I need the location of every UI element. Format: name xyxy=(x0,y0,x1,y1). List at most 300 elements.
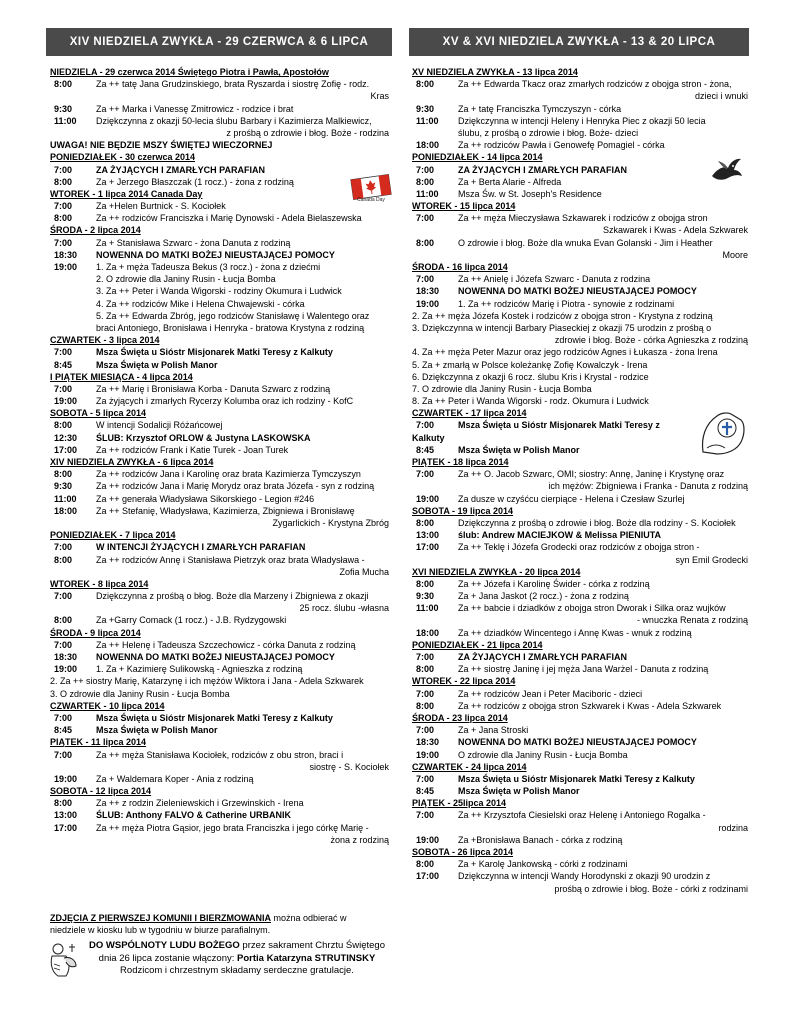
mass-intention: Za + Jana Jaskot (2 rocz.) - żona z rodziną xyxy=(458,591,629,602)
section-heading-text: SOBOTA - 12 lipca 2014 xyxy=(50,786,152,797)
right-right-aligned-line xyxy=(412,822,752,834)
continuation-text: 3. Za ++ Peter i Wanda Wigorski - rodziny Okumura i Ludwick xyxy=(96,286,342,297)
left-section-heading xyxy=(50,66,393,78)
left-mass-entry xyxy=(50,346,393,358)
mass-time: 18:00 xyxy=(54,505,78,516)
mass-intention: W intencji Sodalicji Różańcowej xyxy=(96,420,223,431)
mass-intention: Za ++ Anielę i Józefa Szwarc - Danuta z rodzina xyxy=(458,274,651,285)
section-heading-text: WTOREK - 15 lipca 2014 xyxy=(412,201,516,212)
mass-time: 18:00 xyxy=(416,140,440,151)
mass-time: 9:30 xyxy=(416,591,435,602)
left-mass-entry xyxy=(50,590,393,602)
mass-time: 8:00 xyxy=(416,176,435,187)
mass-time: 7:00 xyxy=(54,347,73,358)
mass-time: 7:00 xyxy=(54,201,73,212)
right-mass-entry xyxy=(412,188,752,200)
section-heading-text: XV NIEDZIELA ZWYKŁA - 13 lipca 2014 xyxy=(412,67,578,77)
left-mass-entry xyxy=(50,176,393,188)
right-right-aligned-line xyxy=(412,224,752,236)
right-mass-entry xyxy=(412,139,752,151)
mass-time: 11:00 xyxy=(54,493,77,504)
plain-text: 4. Za ++ męża Peter Mazur oraz jego rodziców Agnes i Łukasza - żona Irena xyxy=(412,347,718,358)
left-mass-entry xyxy=(50,78,393,90)
mass-time: 7:00 xyxy=(54,712,73,723)
baptism-notice xyxy=(82,940,392,978)
right-mass-entry xyxy=(412,237,752,249)
mass-time: 8:00 xyxy=(54,420,73,431)
mass-time: 8:00 xyxy=(416,79,435,90)
mass-intention: O zdrowie i błog. Boże dla wnuka Evan Golanski - Jim i Heather xyxy=(458,237,713,248)
left-continuation-line xyxy=(50,298,393,310)
right-aligned-text: Moore xyxy=(722,249,748,260)
left-column xyxy=(50,66,393,846)
mass-intention: Za dusze w czyśćcu cierpiące - Helena i Czesław Szurlej xyxy=(458,493,685,504)
mass-intention: Za ++ Stefanię, Władysława, Kazimierza, Zbigniewa i Bronisławę xyxy=(96,505,355,516)
left-section-heading xyxy=(50,578,393,590)
left-mass-entry xyxy=(50,419,393,431)
right-right-aligned-line xyxy=(412,90,752,102)
right-mass-entry xyxy=(412,858,752,870)
left-mass-entry xyxy=(50,480,393,492)
mass-intention: Za + Karolę Jankowską - córki z rodzinami xyxy=(458,859,628,870)
right-mass-entry xyxy=(412,590,752,602)
communion-notice xyxy=(50,913,394,936)
mass-intention: Za ++ rodziców Jana i Marię Morydz oraz brata Józefa - syn z rodziną xyxy=(96,481,375,492)
mass-intention: Za + Jana Stroski xyxy=(458,725,529,736)
section-heading-text: SOBOTA - 19 lipca 2014 xyxy=(412,505,514,516)
right-mass-entry xyxy=(412,627,752,639)
left-mass-entry xyxy=(50,639,393,651)
section-heading-text: ŚRODA - 16 lipca 2014 xyxy=(412,262,508,272)
section-heading-text: SOBOTA - 5 lipca 2014 xyxy=(50,408,147,419)
left-mass-entry xyxy=(50,261,393,273)
mass-intention: Za ++ Marię i Bronisława Korba - Danuta Szwarc z rodziną xyxy=(96,383,331,394)
right-mass-entry xyxy=(412,468,752,480)
left-mass-entry xyxy=(50,103,393,115)
section-heading-text: CZWARTEK - 24 lipca 2014 xyxy=(412,761,527,772)
right-plain-line xyxy=(412,371,752,383)
right-mass-entry xyxy=(412,578,752,590)
mass-intention: Za ++ rodziców Franciszka i Marię Dynowski - Adela Bielaszewska xyxy=(96,213,362,224)
mass-intention: Za ++ dziadków Wincentego i Annę Kwas - wnuk z rodziną xyxy=(458,627,692,638)
mass-intention: Za +Garry Comack (1 rocz.) - J.B. Rydzygowski xyxy=(96,615,287,626)
baptism-congrats: Rodzicom i chrzestnym składamy serdeczne gratulacje. xyxy=(120,965,354,976)
right-aligned-text: ich mężów: Zbigniewa i Franka - Danuta z rodziną xyxy=(548,481,748,492)
continuation-text: 4. Za ++ rodziców Mike i Helena Chwajewski - córka xyxy=(96,298,305,309)
mass-time: 7:00 xyxy=(54,542,73,553)
left-mass-entry xyxy=(50,663,393,675)
mass-intention: Za ++ z rodzin Zieleniewskich i Grzewinskich - Irena xyxy=(96,798,304,809)
left-mass-entry xyxy=(50,432,393,444)
right-mass-entry xyxy=(412,773,752,785)
left-notice-line xyxy=(50,139,393,151)
right-mass-entry xyxy=(412,602,752,614)
left-mass-entry xyxy=(50,724,393,736)
mass-intention: Za + Stanisława Szwarc - żona Danuta z rodziną xyxy=(96,237,291,248)
mass-time: 18:30 xyxy=(54,249,78,260)
mass-intention: Za ++ Teklę i Józefa Grodecki oraz rodziców z obojga stron - xyxy=(458,542,700,553)
section-heading-text: PONIEDZIAŁEK - 30 czerwca 2014 xyxy=(50,152,196,163)
mass-intention: Dziękczynna w intencji Wandy Horodynski z okazji 90 urodzin z xyxy=(458,871,711,882)
mass-intention: Za +Helen Burtnick - S. Kociołek xyxy=(96,201,226,212)
left-right-aligned-line xyxy=(50,566,393,578)
right-right-aligned-line xyxy=(412,249,752,261)
mass-intention: NOWENNA DO MATKI BOŻEJ NIEUSTAJĄCEJ POMOCY xyxy=(96,652,335,662)
plain-text: 6. Dziękczynna z okazji 6 rocz. ślubu Kris i Krystal - rodzice xyxy=(412,371,649,382)
mass-time: 9:30 xyxy=(54,103,73,114)
right-section-heading xyxy=(412,505,752,517)
section-heading-text: CZWARTEK - 17 lipca 2014 xyxy=(412,408,527,419)
left-mass-entry xyxy=(50,773,393,785)
right-section-heading xyxy=(412,566,752,578)
section-heading-text: ŚRODA - 9 lipca 2014 xyxy=(50,627,141,638)
mass-intention: Za ++ Józefa i Karolinę Świder - córka z rodziną xyxy=(458,578,650,589)
mass-time: 11:00 xyxy=(416,603,439,614)
baptism-text: przez sakrament Chrztu Świętego xyxy=(239,940,385,951)
mass-time: 7:00 xyxy=(416,469,435,480)
mass-intention: 1. Za + Kazimierę Sulikowską - Agnieszka z rodziną xyxy=(96,664,303,675)
mass-time: 19:00 xyxy=(54,773,78,784)
right-aligned-text: siostrę - S. Kociołek xyxy=(309,761,389,772)
section-heading-text: PIĄTEK - 18 lipca 2014 xyxy=(412,457,509,467)
mass-time: 8:00 xyxy=(54,176,73,187)
mass-intention: ZA ŻYJĄCYCH I ZMARŁYCH PARAFIAN xyxy=(458,164,627,175)
mass-time: 8:00 xyxy=(416,237,435,248)
mass-time: 13:00 xyxy=(416,530,440,541)
mass-time: 7:00 xyxy=(416,420,435,431)
mass-time: 11:00 xyxy=(416,115,439,126)
left-plain-line xyxy=(50,688,393,700)
mass-time: 7:00 xyxy=(54,383,73,394)
right-section-heading xyxy=(412,261,752,273)
right-plain-line xyxy=(412,359,752,371)
mass-time: 11:00 xyxy=(416,188,439,199)
left-mass-entry xyxy=(50,809,393,821)
mass-intention: Za ++ tatę Jana Grudzinskiego, brata Ryszarda i siostrę Zofię - rodz. xyxy=(96,79,370,90)
mass-intention: 1. Za + męża Tadeusza Bekus (3 rocz.) - żona z dziećmi xyxy=(96,262,321,272)
mass-intention: ŚLUB: Krzysztof ORLOW & Justyna LASKOWSKA xyxy=(96,432,311,443)
left-section-heading xyxy=(50,224,393,236)
mass-time: 8:00 xyxy=(54,554,73,565)
mass-time: 8:00 xyxy=(54,79,73,90)
mass-time: 19:00 xyxy=(54,664,78,675)
section-heading-text: PONIEDZIAŁEK - 14 lipca 2014 xyxy=(412,152,543,163)
mass-intention: Dziękczynna w intencji Heleny i Henryka Piec z okazji 50 lecia xyxy=(458,115,706,126)
mass-time: 18:30 xyxy=(54,652,78,662)
plain-text: 2. Za ++ siostry Marię, Katarzynę i ich mężów Wiktora i Jana - Adela Szkwarek xyxy=(50,676,364,687)
left-plain-line xyxy=(50,675,393,687)
communion-notice-line2: niedziele w kiosku lub w tygodniu w biurze parafialnym. xyxy=(50,924,271,935)
mass-intention: Msza Święta w Polish Manor xyxy=(96,725,218,736)
left-mass-entry xyxy=(50,395,393,407)
baptism-name: Portia Katarzyna STRUTINSKY xyxy=(237,952,376,964)
right-section-heading xyxy=(412,675,752,687)
canada-flag-label: Canada Day xyxy=(357,197,385,202)
mass-time: 12:30 xyxy=(54,432,78,443)
right-aligned-text: Szkawarek i Kwas - Adela Szkwarek xyxy=(602,225,748,236)
mass-time: 19:00 xyxy=(54,396,78,407)
mass-time: 18:30 xyxy=(416,737,440,748)
mass-time: 17:00 xyxy=(54,822,78,833)
left-section-heading xyxy=(50,188,393,200)
right-section-heading xyxy=(412,761,752,773)
mass-time: 18:00 xyxy=(416,627,440,638)
mass-intention: Za ++ O. Jacob Szwarc, OMI; siostry: Annę, Janinę i Krystynę oraz xyxy=(458,469,725,480)
mass-intention: 1. Za ++ rodziców Marię i Piotra - synowie z rodzinami xyxy=(458,298,675,309)
left-mass-entry xyxy=(50,493,393,505)
mass-intention: Za ++ babcie i dziadków z obojga stron Dworak i Silka oraz wujków xyxy=(458,603,726,614)
header-right: XV & XVI NIEDZIELA ZWYKŁA - 13 & 20 LIPCA xyxy=(409,28,749,56)
mass-time: 8:00 xyxy=(416,700,435,711)
right-mass-entry xyxy=(412,749,752,761)
left-section-heading xyxy=(50,785,393,797)
right-mass-entry xyxy=(412,809,752,821)
left-mass-entry xyxy=(50,249,393,261)
right-aligned-text: rodzina xyxy=(718,822,748,833)
left-mass-entry xyxy=(50,614,393,626)
mass-time: 7:00 xyxy=(416,688,435,699)
left-section-heading xyxy=(50,151,393,163)
left-mass-entry xyxy=(50,554,393,566)
mass-time: 7:00 xyxy=(416,652,435,662)
right-plain-line xyxy=(412,383,752,395)
right-aligned-text: syn Emil Grodecki xyxy=(675,554,748,565)
mass-time: 9:30 xyxy=(416,103,435,114)
right-aligned-text: Zygarlickich - Krystyna Zbróg xyxy=(272,517,389,528)
mass-intention: ZA ŻYJĄCYCH I ZMARŁYCH PARAFIAN xyxy=(458,652,627,662)
plain-text: 2. Za ++ męża Józefa Kostek i rodziców z obojga stron - Krystyna z rodziną xyxy=(412,310,713,321)
right-plain-line xyxy=(412,346,752,358)
mass-intention: NOWENNA DO MATKI BOŻEJ NIEUSTAJĄCEJ POMOCY xyxy=(96,249,335,260)
mass-intention: Msza Święta u Sióstr Misjonarek Matki Teresy z xyxy=(458,420,660,431)
mass-time: 7:00 xyxy=(416,810,435,821)
mass-intention: Za ++ męża Stanisława Kociołek, rodziców z obu stron, braci i xyxy=(96,749,344,760)
right-aligned-text: żona z rodziną xyxy=(330,834,389,845)
left-section-heading xyxy=(50,736,393,748)
section-heading-text: CZWARTEK - 3 lipca 2014 xyxy=(50,335,160,346)
mass-time: 7:00 xyxy=(54,591,73,602)
right-mass-entry xyxy=(412,663,752,675)
baptism-icon xyxy=(46,940,80,983)
mass-time: 19:00 xyxy=(416,493,440,504)
mass-intention: Za ++ Krzysztofa Ciesielski oraz Helenę i Antoniego Rogalka - xyxy=(458,810,706,821)
mass-time: 7:00 xyxy=(54,639,73,650)
dove-icon xyxy=(708,156,744,191)
left-mass-entry xyxy=(50,749,393,761)
right-mass-entry xyxy=(412,273,752,285)
plain-text: 8. Za ++ Peter i Wanda Wigorski - rodz. Okumura i Ludwick xyxy=(412,396,649,407)
mass-time: 8:00 xyxy=(416,664,435,675)
mass-intention: Msza Święta w Polish Manor xyxy=(96,359,218,370)
section-heading-text: PONIEDZIAŁEK - 21 lipca 2014 xyxy=(412,639,543,650)
left-mass-entry xyxy=(50,200,393,212)
mass-intention: Za + tatę Franciszka Tymczyszyn - córka xyxy=(458,103,622,114)
right-mass-entry xyxy=(412,176,752,188)
mass-intention: NOWENNA DO MATKI BOŻEJ NIEUSTAJĄCEJ POMOCY xyxy=(458,286,697,297)
right-plain-line xyxy=(412,395,752,407)
right-mass-entry xyxy=(412,164,752,176)
right-aligned-text: Kras xyxy=(370,91,389,102)
right-aligned-text: 25 rocz. ślubu -własna xyxy=(299,603,389,614)
right-plain-line xyxy=(412,310,752,322)
mass-time: 19:00 xyxy=(416,834,440,845)
mass-intention: ŚLUB: Anthony FALVO & Catherine URBANIK xyxy=(96,810,291,821)
right-aligned-text: Zofia Mucha xyxy=(339,566,389,577)
mass-time: 7:00 xyxy=(54,164,73,175)
mass-time: 8:45 xyxy=(416,444,435,455)
section-heading-text: PIĄTEK - 25lipca 2014 xyxy=(412,798,507,809)
right-continuation-line xyxy=(412,127,752,139)
mass-time: 8:45 xyxy=(54,725,73,736)
mass-time: 19:00 xyxy=(416,749,440,760)
left-section-heading xyxy=(50,456,393,468)
right-section-heading xyxy=(412,712,752,724)
mass-intention: Za ++ Marka i Vanessę Zmitrowicz - rodzice i brat xyxy=(96,103,294,114)
right-mass-entry xyxy=(412,517,752,529)
baptism-date: dnia 26 lipca zostanie włączony: xyxy=(98,952,238,964)
right-section-heading xyxy=(412,797,752,809)
left-right-aligned-line xyxy=(50,834,393,846)
right-mass-entry xyxy=(412,115,752,127)
plain-text: 7. O zdrowie dla Janiny Rusin - Łucja Bomba xyxy=(412,383,592,394)
right-mass-entry xyxy=(412,651,752,663)
mass-intention: Msza Święta u Sióstr Misjonarek Matki Teresy z Kalkuty xyxy=(96,712,333,723)
mass-time: 8:00 xyxy=(54,615,73,626)
right-section-heading xyxy=(412,200,752,212)
mass-intention: NOWENNA DO MATKI BOŻEJ NIEUSTAJĄCEJ POMOCY xyxy=(458,737,697,748)
right-mass-entry xyxy=(412,285,752,297)
right-mass-entry xyxy=(412,78,752,90)
left-mass-entry xyxy=(50,237,393,249)
section-heading-text: SOBOTA - 26 lipca 2014 xyxy=(412,847,514,857)
left-section-heading xyxy=(50,407,393,419)
mass-time: 8:00 xyxy=(416,859,435,870)
left-continuation-line xyxy=(50,322,393,334)
mass-time: 7:00 xyxy=(54,749,73,760)
mass-intention: Msza Św. w St. Joseph's Residence xyxy=(458,188,602,199)
mass-intention: Za ++ męża Piotra Gąsior, jego brata Franciszka i jego córkę Marię - xyxy=(96,822,369,833)
mass-time: 7:00 xyxy=(416,725,435,736)
left-mass-entry xyxy=(50,115,393,127)
mass-intention: Msza Święta w Polish Manor xyxy=(458,444,580,455)
right-mass-entry xyxy=(412,785,752,797)
right-aligned-text: z prośbą o zdrowie i błog. Boże - rodzina xyxy=(226,127,389,138)
section-heading-text: I PIĄTEK MIESIĄCA - 4 lipca 2014 xyxy=(50,371,193,382)
section-heading-text: ŚRODA - 23 lipca 2014 xyxy=(412,712,508,723)
right-mass-entry xyxy=(412,103,752,115)
continuation-text: ślubu, z prośbą o zdrowie i błog. Boże- dzieci xyxy=(458,127,639,138)
right-aligned-text: prośbą o zdrowie i błog. Boże - córki z rodzinami xyxy=(554,883,748,894)
mass-intention: Za ++ męża Mieczysława Szkawarek i rodziców z obojga stron xyxy=(458,213,708,224)
left-section-heading xyxy=(50,371,393,383)
mass-intention: Za ++ rodziców Frank i Katie Turek - Joan Turek xyxy=(96,444,289,455)
mass-intention: ślub: Andrew MACIEJKOW & Melissa PIENIUTA xyxy=(458,530,662,541)
left-right-aligned-line xyxy=(50,602,393,614)
mass-intention: Msza Święta u Sióstr Misjonarek Matki Teresy z Kalkuty xyxy=(458,773,695,784)
right-section-heading xyxy=(412,846,752,858)
mass-time: 17:00 xyxy=(54,444,78,455)
communion-notice-title: ZDJĘCIA Z PIERWSZEJ KOMUNII I BIERZMOWANIA xyxy=(50,913,272,923)
left-mass-entry xyxy=(50,164,393,176)
right-mass-entry xyxy=(412,529,752,541)
continuation-text: 5. Za ++ Edwarda Zbróg, jego rodziców Stanisławę i Walentego oraz xyxy=(96,310,370,321)
left-mass-entry xyxy=(50,712,393,724)
mass-intention: Msza Święta u Sióstr Misjonarek Matki Teresy z Kalkuty xyxy=(96,347,333,358)
right-mass-entry xyxy=(412,493,752,505)
right-aligned-text: - wnuczka Renata z rodziną xyxy=(636,615,748,626)
section-heading-text: PIĄTEK - 11 lipca 2014 xyxy=(50,737,147,748)
mass-intention: Za ++ rodziców Annę i Stanisława Pietrzyk oraz brata Władysława - xyxy=(96,554,365,565)
plain-text: 5. Za + zmarłą w Polsce koleżankę Zofię Kowalczyk - Irena xyxy=(412,359,648,370)
mass-time: 7:00 xyxy=(416,164,435,175)
left-mass-entry xyxy=(50,383,393,395)
section-heading-text: WTOREK - 8 lipca 2014 xyxy=(50,578,149,589)
mass-time: 8:45 xyxy=(416,786,435,797)
left-mass-entry xyxy=(50,468,393,480)
mass-time: 17:00 xyxy=(416,542,440,553)
mass-intention: Msza Święta w Polish Manor xyxy=(458,786,580,797)
left-right-aligned-line xyxy=(50,517,393,529)
right-section-heading xyxy=(412,639,752,651)
right-mass-entry xyxy=(412,298,752,310)
left-right-aligned-line xyxy=(50,761,393,773)
left-continuation-line xyxy=(50,310,393,322)
left-mass-entry xyxy=(50,212,393,224)
mass-intention: Za żyjących i zmarłych Rycerzy Kolumba oraz ich rodziny - KofC xyxy=(96,396,354,407)
left-continuation-line xyxy=(50,273,393,285)
mass-time: 8:45 xyxy=(54,359,73,370)
mass-intention: W INTENCJI ŻYJĄCYCH I ZMARŁYCH PARAFIAN xyxy=(96,542,306,553)
canada-flag-icon xyxy=(349,172,393,207)
section-heading-text: NIEDZIELA - 29 czerwca 2014 Świętego Piotra i Pawła, Apostołów xyxy=(50,67,329,77)
notice-text: UWAGA! NIE BĘDZIE MSZY ŚWIĘTEJ WIECZORNEJ xyxy=(50,140,273,151)
left-mass-entry xyxy=(50,822,393,834)
mass-intention: Dziękczynna z prośbą o błog. Boże dla Marzeny i Zbigniewa z okazji xyxy=(96,591,369,602)
section-heading-text: XIV NIEDZIELA ZWYKŁA - 6 lipca 2014 xyxy=(50,457,214,467)
mass-time: 8:00 xyxy=(54,798,73,809)
left-continuation-line xyxy=(50,285,393,297)
left-section-heading xyxy=(50,334,393,346)
right-aligned-text: zdrowie i błog. Boże - córka Agnieszka z rodziną xyxy=(554,335,748,346)
right-section-heading xyxy=(412,66,752,78)
mass-intention: Dziękczynna z okazji 50-lecia ślubu Barbary i Kazimierza Malkiewicz, xyxy=(96,115,372,126)
left-mass-entry xyxy=(50,505,393,517)
left-mass-entry xyxy=(50,359,393,371)
right-mass-entry xyxy=(412,212,752,224)
right-mass-entry xyxy=(412,724,752,736)
right-mass-entry xyxy=(412,870,752,882)
mass-time: 8:00 xyxy=(416,578,435,589)
right-right-aligned-line xyxy=(412,554,752,566)
right-column xyxy=(412,66,752,895)
left-mass-entry xyxy=(50,651,393,663)
continuation-text: braci Antoniego, Bronisława i Henryka - bratowa Krystyna z rodziną xyxy=(96,322,365,333)
mass-intention: Dziękczynna z prośbą o zdrowie i błog. Boże dla rodziny - S. Kociołek xyxy=(458,517,736,528)
right-aligned-text: dzieci i wnuki xyxy=(694,91,748,102)
mass-time: 7:00 xyxy=(416,773,435,784)
left-mass-entry xyxy=(50,541,393,553)
mass-time: 18:30 xyxy=(416,286,440,297)
mass-intention: Za ++ rodziców z obojga stron Szkwarek i Kwas - Adela Szkwarek xyxy=(458,700,722,711)
right-right-aligned-line xyxy=(412,480,752,492)
mass-intention: Za ++ generała Władysława Sikorskiego - Legion #246 xyxy=(96,493,315,504)
mass-time: 19:00 xyxy=(54,262,78,272)
right-mass-entry xyxy=(412,700,752,712)
plain-text: Kalkuty xyxy=(412,432,445,443)
eucharist-icon xyxy=(697,408,749,463)
left-right-aligned-line xyxy=(50,90,393,102)
mass-time: 7:00 xyxy=(416,274,435,285)
